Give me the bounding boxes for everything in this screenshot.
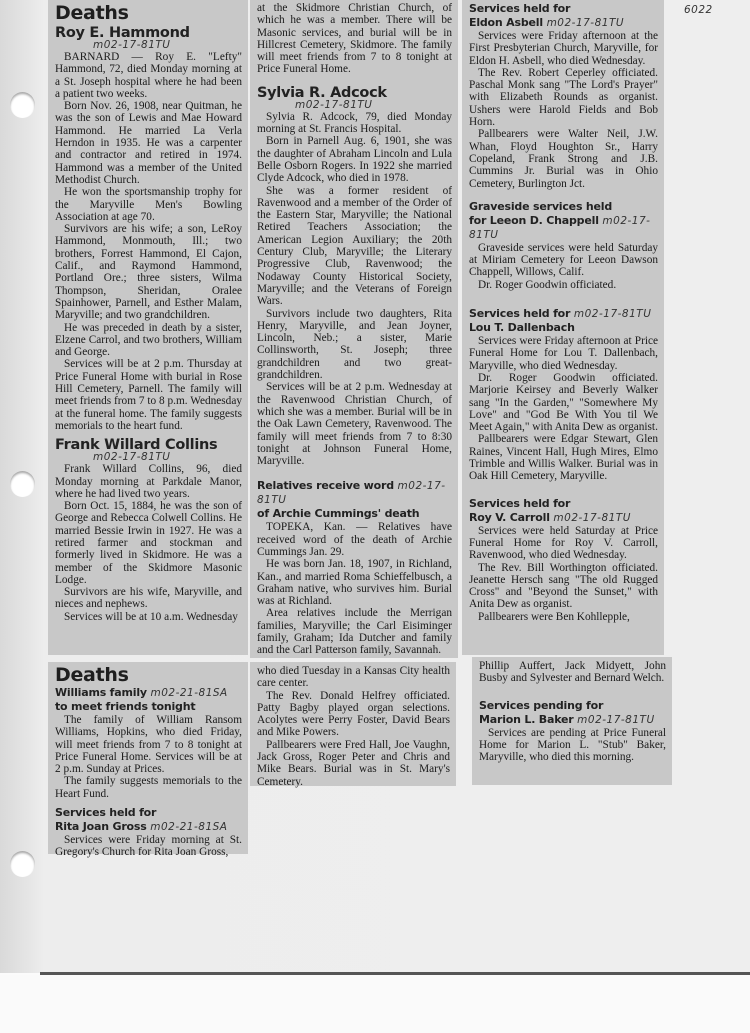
obituary-name: Sylvia R. Adcock — [257, 84, 387, 101]
paragraph: He was preceded in death by a sister, Elzene Carrol, and two brothers, William and George. — [55, 321, 242, 359]
paragraph: Born in Parnell Aug. 6, 1901, she was the daughter of Abraham Lincoln and Lula Belle Osborn Rogers. In 1922 she married Clyde Adcock, who died in 1978. — [257, 135, 452, 185]
paragraph-continued: who died Tuesday in a Kansas City health care center. — [257, 665, 450, 690]
paragraph: The family of William Ransom Williams, Hopkins, who died Friday, will meet friends from 7 to 8 tonight at Price Funeral Home. Services will be at 2 p.m. Sunday at Prices. — [55, 714, 242, 776]
binder-hole — [10, 471, 35, 497]
paragraph: Services were Friday afternoon at Price Funeral Home for Lou T. Dallenbach, Maryville, who died Wednesday. — [469, 335, 658, 372]
paragraph: The Rev. Robert Ceperley officiated. Paschal Monk sang "The Lord's Prayer" with Elizabeth Rounds as organist. Ushers were Harold Fields and Bob Horn. — [469, 66, 658, 129]
obituary-headline: Services held for m02-17-81TU — [469, 307, 652, 321]
handwritten-annotation: m02-17-81TU — [469, 214, 651, 241]
paragraph: Survivors are his wife; a son, LeRoy Hammond, Monmouth, Ill.; two brothers, Forrest Hammond, El Cajon, Calif., and Raymond Hammond, Portland Ore.; three sisters, Wilma Thompson, Sheridan, Oralee Spainhower, Parnell, and Esther Malam, Maryville; and two grandchildren. — [55, 223, 242, 322]
paragraph: Services were Friday morning at St. Gregory's Church for Rita Joan Gross, — [55, 834, 242, 859]
handwritten-annotation: m02-17-81TU — [93, 39, 171, 51]
paragraph: Services are pending at Price Funeral Home for Marion L. "Stub" Baker, Maryville, who died this morning. — [479, 726, 666, 764]
paragraph: Graveside services were held Saturday at Miriam Cemetery for Leeon Dawson Chappell, Willows, Calif. — [469, 241, 658, 279]
paragraph: The family suggests memorials to the Heart Fund. — [55, 775, 242, 800]
obituary-headline: Services held for — [469, 496, 571, 510]
obituary-headline: Services pending for — [479, 698, 604, 712]
handwritten-annotation: m02-21-81SA — [150, 687, 228, 699]
paragraph: Survivors include two daughters, Rita Henry, Maryville, and Jean Joyner, Lincoln, Neb.; a sister, Marie Collinsworth, St. Joseph; three grandchildren and two great-grandchildren. — [257, 307, 452, 382]
paragraph: BARNARD — Roy E. "Lefty" Hammond, 72, died Monday morning at a St. Joseph hospital where he had been a patient two weeks. — [55, 51, 242, 100]
obituary-cummings — [257, 479, 452, 656]
page-number: 6022 — [684, 4, 713, 16]
obituary-headline: Relatives receive word m02-17-81TU — [257, 479, 446, 507]
obituary-headline-line2: Eldon Asbell m02-17-81TU — [469, 16, 625, 29]
obituary-hammond — [55, 24, 242, 432]
obituary-dallenbach — [469, 307, 658, 483]
paragraph: Frank Willard Collins, 96, died Monday morning at Parkdale Manor, where he had lived two years. — [55, 463, 242, 500]
paragraph: Services were Friday afternoon at the First Presbyterian Church, Maryville, for Eldon H. Asbell, who died Wednesday. — [469, 30, 658, 67]
paragraph: He was born Jan. 18, 1907, in Richland, Kan., and married Roma Schieffelbusch, a Graham native, who survives him. Burial was at Richland. — [257, 558, 452, 608]
obituary-headline-line2: Rita Joan Gross m02-21-81SA — [55, 820, 228, 834]
clipping-2-column-1 — [48, 662, 248, 859]
binder-hole — [10, 851, 35, 877]
clipping-column-2 — [250, 0, 458, 658]
paragraph: The Rev. Donald Helfrey officiated. Patty Bagby played organ selections. Acolytes were Perry Foster, David Bears and Mike Powers. — [257, 689, 450, 739]
paragraph: Sylvia R. Adcock, 79, died Monday morning at St. Francis Hospital. — [257, 110, 452, 136]
paragraph: Born Nov. 26, 1908, near Quitman, he was the son of Lewis and Mae Howard Hammond. He married La Verla Herndon in 1935. He was a carpenter and contractor and retired in 1974. Hammond was a member of the United Methodist Church. — [55, 100, 242, 186]
paragraph: Survivors are his wife, Maryville, and nieces and nephews. — [55, 586, 242, 611]
clipping-column-3 — [462, 0, 664, 655]
obituary-asbell — [469, 2, 658, 190]
paragraph: He won the sportsmanship trophy for the Maryville Men's Bowling Association at age 70. — [55, 186, 242, 223]
paragraph: Services were held Saturday at Price Funeral Home for Roy V. Carroll, Ravenwood, who died Wednesday. — [469, 524, 658, 562]
handwritten-annotation: m02-17-81TU — [257, 480, 446, 507]
clipping-column-1 — [48, 0, 248, 655]
obituary-collins — [55, 436, 242, 623]
obituary-headline: Graveside services held — [469, 199, 613, 213]
obituary-name: Roy E. Hammond — [55, 25, 190, 41]
handwritten-annotation: m02-17-81TU — [577, 713, 655, 726]
clipping-column-3b — [472, 657, 672, 785]
obituary-headline-line2: of Archie Cummings' death — [257, 507, 420, 521]
paragraph: Dr. Roger Goodwin officiated. Marjorie Keirsey and Beverly Walker sang "In the Garden," "Somewhere My Love" and "God Be With You til We Meet Again," with Anita Dew as organist. — [469, 371, 658, 434]
paragraph: Dr. Roger Goodwin officiated. — [478, 278, 617, 291]
handwritten-annotation: m02-17-81TU — [93, 451, 171, 464]
obituary-adcock — [257, 84, 452, 468]
obituary-headline-line2: Roy V. Carroll m02-17-81TU — [469, 510, 631, 524]
obituary-headline: Services held for — [55, 806, 157, 820]
paragraph-continued: Phillip Auffert, Jack Midyett, John Busby and Sylvester and Bernard Welch. — [479, 660, 666, 685]
obituary-headline-line2: to meet friends tonight — [55, 700, 196, 713]
paragraph: The Rev. Bill Worthington officiated. Jeanette Hersch sang "The old Rugged Cross" and "Beyond the Sunset," with Anita Dew as organist. — [469, 561, 658, 611]
paragraph: Born Oct. 15, 1884, he was the son of George and Rebecca Colwell Collins. He married Bessie Irwin in 1927. He was a retired farmer and stockman and formerly lived in Skidmore. He was a member of the Skidmore Masonic Lodge. — [55, 500, 242, 586]
paragraph: Area relatives include the Merrigan families, Maryville; the Carl Eisiminger family, Graham; Ida Dutcher and family and the Carl Patterson family, Savannah. — [257, 607, 452, 657]
paragraph: Pallbearers were Walter Neil, J.W. Whan, Floyd Houghton Sr., Harry Copeland, Frank Strong and J.B. Cummins Jr. Burial was in Ohio Cemetery, Burlington Jct. — [469, 128, 658, 190]
obituary-gross — [55, 806, 242, 859]
clipping-2-column-2 — [250, 662, 456, 786]
paragraph: Pallbearers were Fred Hall, Joe Vaughn, Jack Gross, Roger Peter and Chris and Mike Bears. Burial was in St. Mary's Cemetery. — [257, 738, 450, 788]
obituary-carroll — [469, 497, 658, 623]
obituary-headline-line2: Lou T. Dallenbach — [469, 321, 575, 335]
obituary-williams — [55, 686, 242, 800]
paragraph: She was a former resident of Ravenwood and a member of the Order of the Eastern Star, Maryville; the National Retired Teachers Association; the American Legion Auxiliary; the 20th Century Club, Maryville; the Literary Progressive Club, Ravenwood; the Nodaway County Historical Society, Maryville; and the Veterans of Foreign Wars. — [257, 184, 452, 308]
obituary-baker — [479, 699, 666, 764]
section-title: Deaths — [55, 664, 129, 686]
handwritten-annotation: m02-17-81TU — [573, 308, 652, 321]
handwritten-annotation: m02-17-81TU — [546, 17, 625, 29]
paragraph: Services will be at 2 p.m. Thursday at Price Funeral Home with burial in Rose Hill Cemetery, Parnell. The family will meet friends from 7 to 8 p.m. Wednesday at the funeral home. The family suggests memorials to the heart fund. — [55, 358, 242, 432]
handwritten-annotation: m02-17-81TU — [553, 511, 631, 524]
obituary-headline: Williams family m02-21-81SA — [55, 686, 228, 699]
paragraph: TOPEKA, Kan. — Relatives have received word of the death of Archie Cummings Jan. 29. — [257, 521, 452, 558]
paragraph: Services will be at 2 p.m. Wednesday at the Ravenwood Christian Church, of which she was a member. Burial will be in the Oak Lawn Cemetery, Ravenwood. The family will meet friends from 7 to 8:30 tonight at Johnson Funeral Home, Maryville. — [257, 381, 452, 468]
obituary-name: Frank Willard Collins — [55, 437, 218, 454]
binder-hole — [10, 92, 35, 118]
handwritten-annotation: m02-17-81TU — [295, 98, 373, 111]
handwritten-annotation: m02-21-81SA — [150, 821, 228, 834]
paragraph: Pallbearers were Edgar Stewart, Glen Raines, Vincent Hall, Hugh Mires, Elmo Trimble and Willis Walker. Burial was in Oak Hill Cemetery, Maryville. — [469, 433, 658, 483]
paragraph-continued: at the Skidmore Christian Church, of which he was a member. There will be Masonic services, and burial will be in Hillcrest Cemetery, Skidmore. The family will meet friends from 7 to 8 tonight at Price Funeral Home. — [257, 2, 452, 76]
obituary-headline-line2: Marion L. Baker m02-17-81TU — [479, 712, 655, 726]
paragraph: Pallbearers were Ben Kohllepple, — [478, 610, 630, 623]
scanner-background — [0, 975, 750, 1033]
paragraph: Services will be at 10 a.m. Wednesday — [64, 610, 238, 623]
section-title: Deaths — [55, 2, 129, 24]
obituary-headline: Services held for — [469, 2, 571, 15]
obituary-chappell — [469, 200, 658, 291]
obituary-headline-line2: for Leeon D. Chappell m02-17-81TU — [469, 213, 651, 241]
